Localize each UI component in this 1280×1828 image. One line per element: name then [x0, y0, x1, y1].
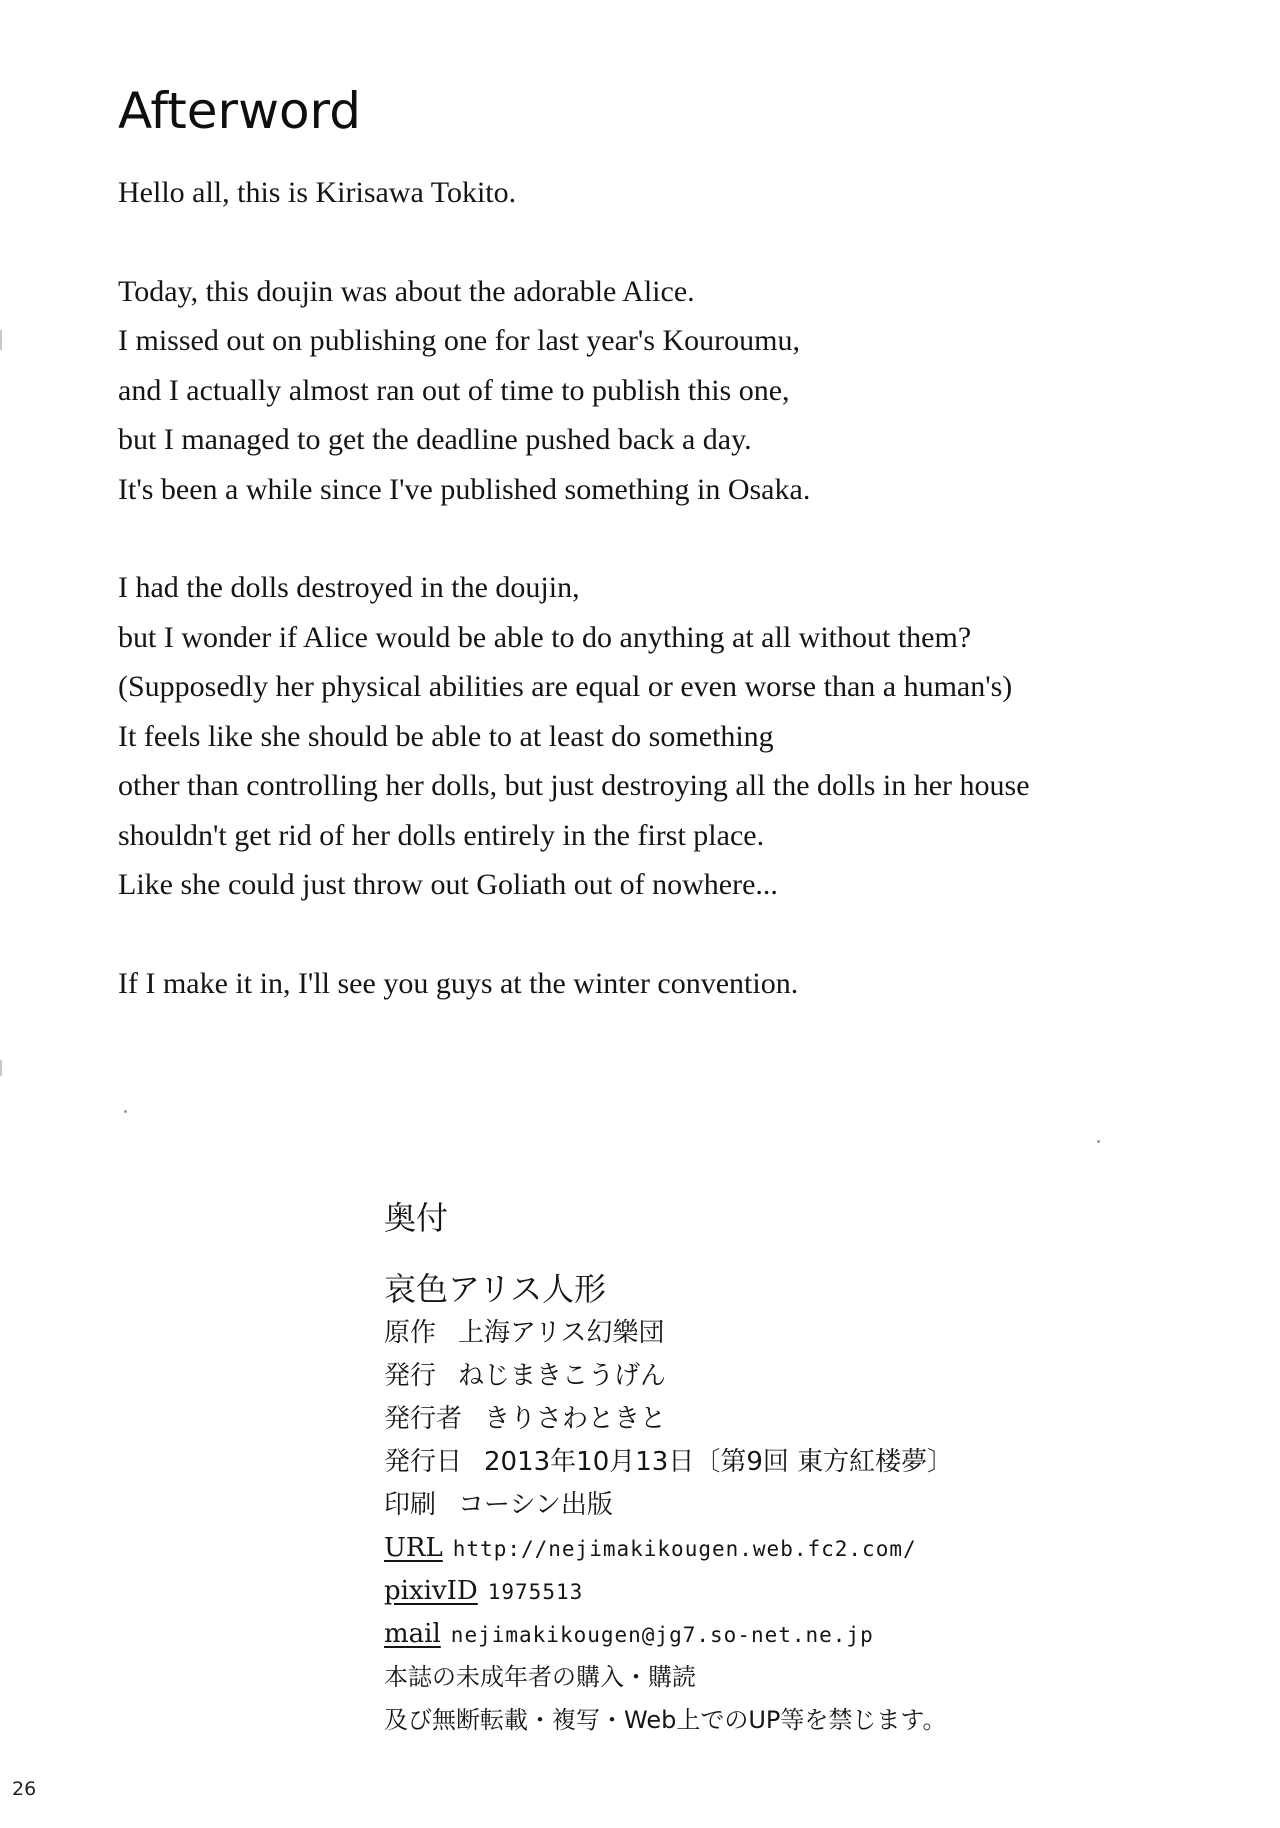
original-label: 原作: [384, 1318, 437, 1348]
pixiv-label: pixivID: [384, 1576, 478, 1606]
text-line: (Supposedly her physical abilities are equal or even worse than a human's): [118, 670, 1013, 703]
text-line: It's been a while since I've published something in Osaka.: [118, 472, 811, 506]
text-line: Hello all, this is Kirisawa Tokito.: [118, 176, 517, 209]
colophon-date-row: [384, 1441, 1244, 1484]
colophon-publisher-row: [384, 1355, 1244, 1398]
text-line: but I managed to get the deadline pushed back a day.: [118, 423, 752, 456]
text-line: shouldn't get rid of her dolls entirely in the first place.: [118, 818, 765, 852]
publisher-value: ねじまきこうげん: [458, 1361, 667, 1391]
author-value: きりさわときと: [484, 1404, 667, 1434]
scan-speck: [124, 1110, 127, 1113]
text-line: I had the dolls destroyed in the doujin,: [118, 571, 580, 604]
paragraph-closing: [118, 959, 1248, 1009]
colophon-pixiv-row: [384, 1570, 1244, 1613]
scan-speck: [1097, 1140, 1100, 1143]
text-line: If I make it in, I'll see you guys at the winter convention.: [118, 966, 799, 1000]
printer-label: 印刷: [384, 1490, 437, 1520]
paragraph-publishing: [118, 267, 1248, 515]
afterword-body: [118, 168, 1248, 1057]
colophon-url-row: [384, 1527, 1244, 1570]
text-line: I missed out on publishing one for last year's Kouroumu,: [118, 324, 800, 357]
text-line: but I wonder if Alice would be able to do anything at all without them?: [118, 620, 972, 654]
paragraph-greeting: [118, 168, 1248, 218]
scan-edge-mark: [0, 1060, 2, 1076]
author-label: 発行者: [384, 1404, 463, 1434]
colophon: [384, 1188, 1244, 1742]
colophon-original-row: [384, 1312, 1244, 1355]
text-line: other than controlling her dolls, but just destroying all the dolls in her house: [118, 769, 1030, 802]
notice-line-1: 本誌の未成年者の購入・購読: [384, 1663, 696, 1691]
text-line: Today, this doujin was about the adorable Alice.: [118, 274, 695, 308]
text-line: and I actually almost ran out of time to publish this one,: [118, 373, 790, 407]
mail-value: nejimakikougen@jg7.so-net.ne.jp: [450, 1623, 874, 1647]
colophon-mail-row: [384, 1613, 1244, 1656]
page-number: 26: [12, 1778, 37, 1800]
publisher-label: 発行: [384, 1361, 437, 1391]
printer-value: コーシン出版: [458, 1490, 613, 1520]
text-line: It feels like she should be able to at least do something: [118, 719, 774, 753]
afterword-heading: Afterword: [118, 82, 361, 140]
mail-label: mail: [384, 1619, 441, 1649]
paragraph-dolls: [118, 563, 1248, 910]
notice-line-2: 及び無断転載・複写・Web上でのUP等を禁じます。: [384, 1706, 947, 1734]
pixiv-value: 1975513: [487, 1580, 584, 1604]
date-label: 発行日: [384, 1447, 463, 1477]
colophon-printer-row: [384, 1484, 1244, 1527]
url-value: http://nejimakikougen.web.fc2.com/: [452, 1537, 917, 1561]
url-label: URL: [384, 1533, 443, 1563]
colophon-title: 奥付: [384, 1199, 449, 1237]
scan-edge-mark: [0, 330, 2, 350]
text-line: Like she could just throw out Goliath out of nowhere...: [118, 868, 778, 901]
book-title: 哀色アリス人形: [384, 1270, 607, 1308]
original-value: 上海アリス幻樂団: [458, 1318, 665, 1348]
colophon-author-row: [384, 1398, 1244, 1441]
date-value: 2013年10月13日〔第9回 東方紅楼夢〕: [484, 1447, 954, 1477]
